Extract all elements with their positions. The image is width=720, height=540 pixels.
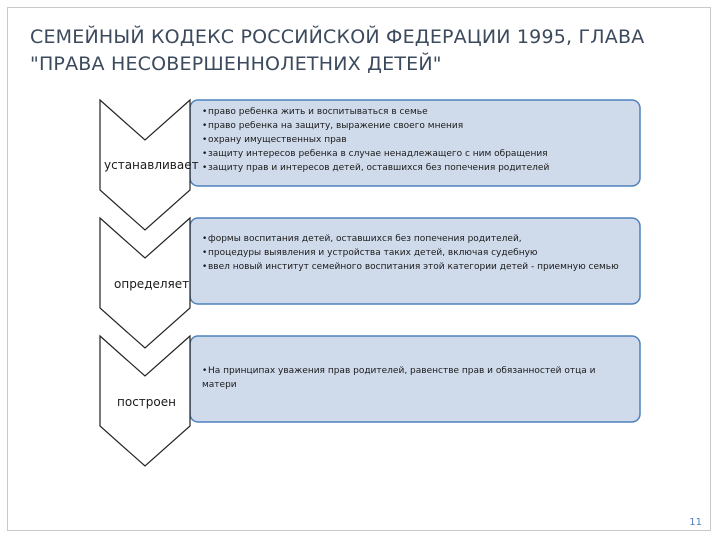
title-line-1: СЕМЕЙНЫЙ КОДЕКС РОССИЙСКОЙ ФЕДЕРАЦИИ 1995, ГЛАВА: [30, 26, 645, 48]
row-3-label: построен: [117, 395, 176, 409]
list-item: •право ребенка на защиту, выражение своего мнения: [202, 121, 464, 131]
row-1-label: устанавливает: [104, 158, 199, 172]
row-3-items: [192, 362, 636, 392]
list-item: •охрану имущественных прав: [202, 135, 347, 145]
list-item: •право ребенка жить и воспитываться в семье: [202, 107, 428, 117]
list-item: •защиту прав и интересов детей, оставшихся без попечения родителей: [202, 163, 550, 173]
title-line-2: "ПРАВА НЕСОВЕРШЕННОЛЕТНИХ ДЕТЕЙ": [30, 53, 442, 75]
row-1-items: [192, 103, 638, 175]
page-number: 11: [689, 517, 702, 528]
row-2-items: [192, 230, 632, 274]
list-item: •процедуры выявления и устройства таких детей, включая судебную: [202, 248, 538, 258]
list-item: •На принципах уважения прав родителей, равенстве прав и обязанностей отца и матери: [202, 366, 596, 390]
list-item: •ввел новый институт семейного воспитания этой категории детей - приемную семью: [202, 262, 619, 272]
list-item: •формы воспитания детей, оставшихся без попечения родителей,: [202, 234, 522, 244]
list-item: •защиту интересов ребенка в случае ненадлежащего с ним обращения: [202, 149, 548, 159]
row-2-label: определяет: [114, 277, 190, 291]
